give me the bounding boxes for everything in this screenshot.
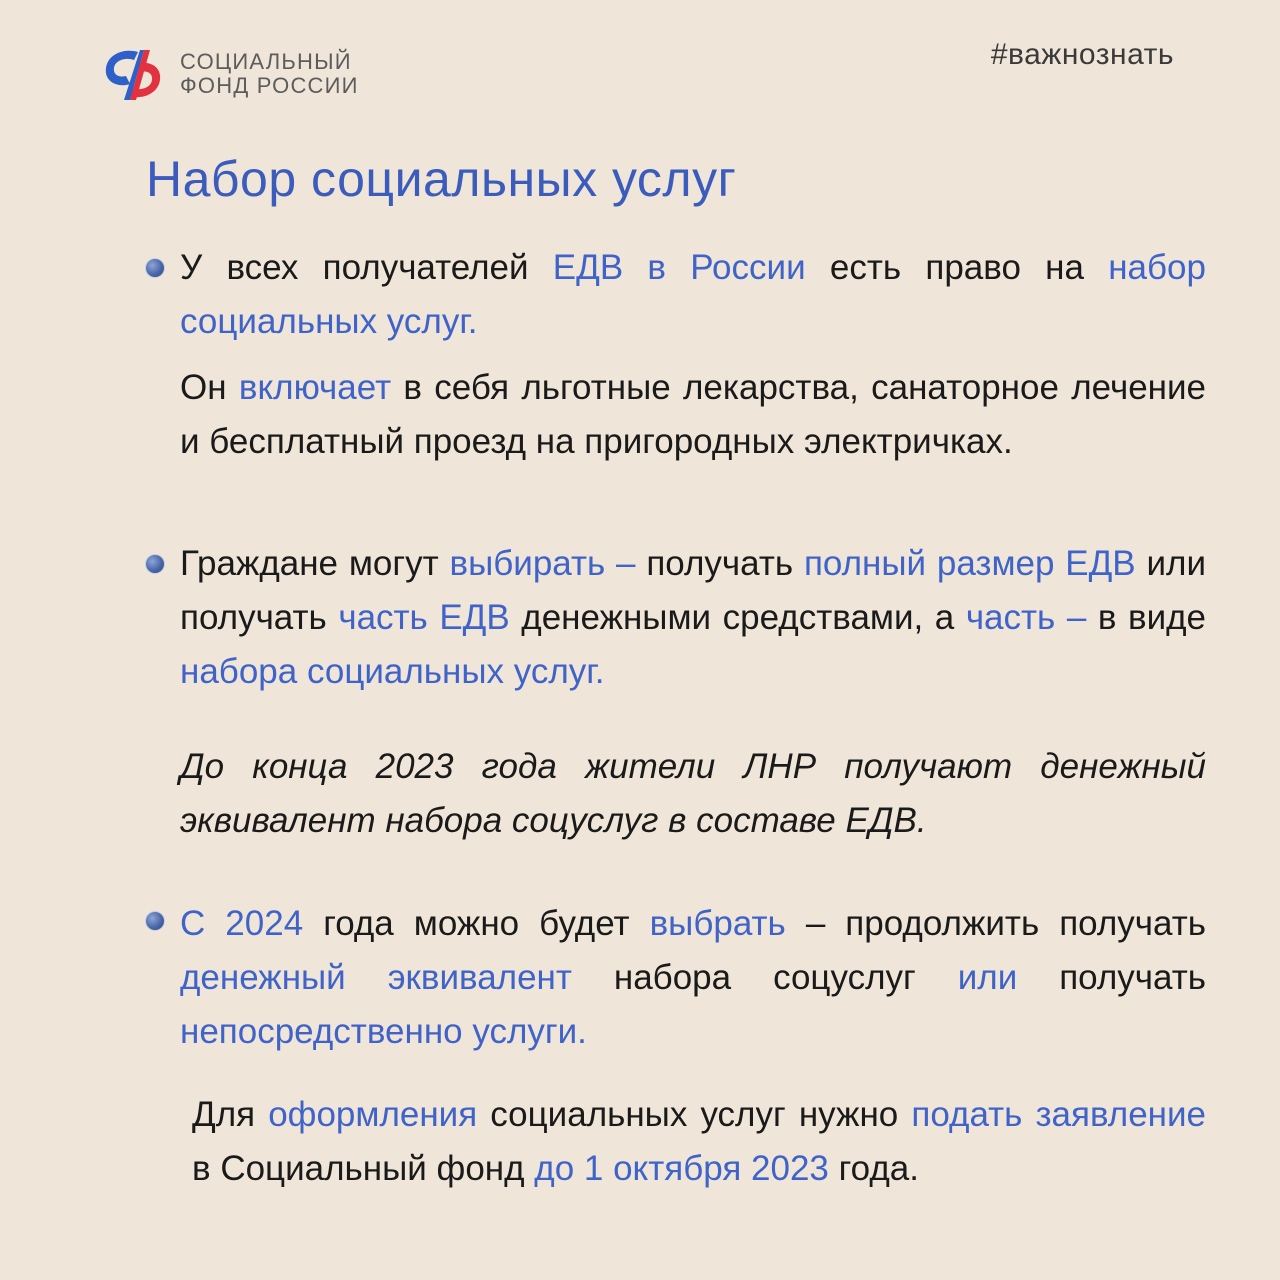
text: года. xyxy=(828,1149,919,1188)
text: – продолжить получать xyxy=(785,904,1206,943)
social-fund-logo-icon xyxy=(100,44,166,104)
paragraph-edv-right xyxy=(180,241,1206,349)
highlight: ЕДВ в России xyxy=(552,248,806,287)
text: набора соцуслуг xyxy=(571,958,958,997)
bullet-icon xyxy=(146,259,164,277)
text: Он xyxy=(180,368,239,407)
highlight: С 2024 xyxy=(180,904,304,943)
paragraph-2024 xyxy=(180,897,1206,1059)
text: Для xyxy=(192,1095,269,1134)
highlight: полный размер ЕДВ xyxy=(803,544,1136,583)
highlight: часть – xyxy=(965,598,1087,637)
highlight: непосредственно услуги. xyxy=(180,1012,587,1051)
text: в виде xyxy=(1086,598,1207,637)
logo xyxy=(100,44,359,104)
highlight: денежный эквивалент xyxy=(180,958,572,997)
highlight: оформления xyxy=(268,1095,478,1134)
text: в себя льготные лекарства, санаторное лечение и бесплатный проезд на пригородных электричках. xyxy=(180,368,1207,461)
text: или получать xyxy=(180,544,1206,637)
hashtag: #важнознать xyxy=(990,38,1174,71)
paragraph-includes xyxy=(180,361,1206,469)
highlight: включает xyxy=(238,368,392,407)
highlight: набора социальных услуг. xyxy=(180,652,605,691)
text: года можно будет xyxy=(303,904,650,943)
highlight: выбрать xyxy=(649,904,786,943)
highlight: подать заявление xyxy=(911,1095,1206,1134)
logo-line-2: ФОНД РОССИИ xyxy=(180,73,359,98)
highlight: набор социальных услуг. xyxy=(180,248,1206,341)
paragraph-choice xyxy=(180,537,1206,699)
page-title: Набор социальных услуг xyxy=(146,151,737,207)
text: получать xyxy=(1017,958,1206,997)
paragraph-lnr-note: До конца 2023 года жители ЛНР получают денежный эквивалент набора соцуслуг в составе ЕДВ. xyxy=(180,747,1206,840)
logo-line-1: СОЦИАЛЬНЫЙ xyxy=(180,49,352,74)
text: в Социальный фонд xyxy=(192,1149,535,1188)
highlight: или xyxy=(957,958,1018,997)
text: У всех получателей xyxy=(180,248,553,287)
highlight: до 1 октября 2023 xyxy=(534,1149,829,1188)
highlight: выбирать – xyxy=(449,544,636,583)
text: денежными средствами, а xyxy=(509,598,966,637)
paragraph-deadline xyxy=(192,1088,1206,1196)
text: получать xyxy=(635,544,804,583)
text: есть право на xyxy=(805,248,1109,287)
text: Граждане могут xyxy=(180,544,450,583)
bullet-icon xyxy=(146,555,164,573)
text: социальных услуг нужно xyxy=(477,1095,912,1134)
bullet-icon xyxy=(146,912,164,930)
highlight: часть ЕДВ xyxy=(338,598,510,637)
